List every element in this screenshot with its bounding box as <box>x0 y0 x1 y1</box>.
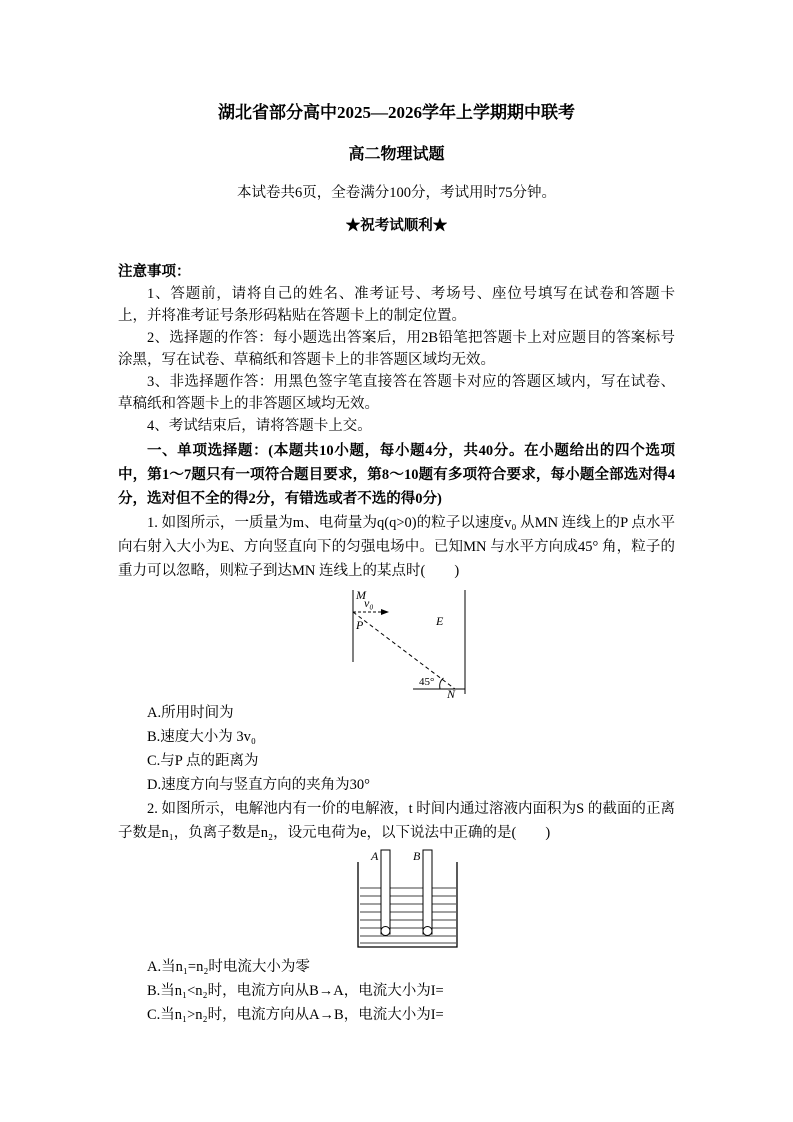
point-m-label: M <box>356 588 366 602</box>
angle-45-label: 45° <box>419 676 435 688</box>
question-2-option-a: A.当n₁=n₂时电流大小为零 <box>147 959 310 975</box>
question-2-option-b: B.当n₁<n₂时，电流方向从B→A，电流大小为I= <box>147 983 444 999</box>
electric-field-diagram <box>343 586 473 698</box>
exam-subtitle: 高二物理试题 <box>348 146 445 163</box>
electrode-a-terminal <box>381 927 390 936</box>
notice-item-3: 3、非选择题作答：用黑色签字笔直接答在答题卡对应的答题区域内，写在试卷、草稿纸和答题卡上的非答题区域均无效。 <box>118 374 675 412</box>
exam-info-line: 本试卷共6页，全卷满分100分，考试用时75分钟。 <box>237 185 556 201</box>
exam-wish-line: ★祝考试顺利★ <box>345 218 448 234</box>
notice-item-4: 4、考试结束后，请将答题卡上交。 <box>147 418 372 434</box>
question-1-stem: 1. 如图所示，一质量为m、电荷量为q(q>0)的粒子以速度v₀ 从MN 连线上的P 点水平向右射入大小为E、方向竖直向下的匀强电场中。已知MN 与水平方向成45° 角，粒子的重力可以忽略，则粒子到达MN 连线上的某点时( ) <box>118 515 675 579</box>
electrode-a <box>381 850 390 934</box>
electrode-b <box>423 850 432 934</box>
velocity-arrow-head <box>381 609 389 615</box>
electrolysis-cell-diagram <box>351 848 463 952</box>
point-n-label: N <box>447 687 456 698</box>
question-1-option-c: C.与P 点的距离为 <box>147 753 259 769</box>
notice-item-1: 1、答题前，请将自己的姓名、准考证号、考场号、座位号填写在试卷和答题卡上，并将准考证号条形码粘贴在答题卡上的制定位置。 <box>118 286 675 324</box>
electrolyte-liquid-lines <box>360 888 456 943</box>
question-1-option-d: D.速度方向与竖直方向的夹角为30° <box>147 777 370 793</box>
question-2-figure <box>351 848 675 952</box>
beaker-outline <box>358 862 457 947</box>
notice-heading: 注意事项： <box>118 264 191 280</box>
exam-title: 湖北省部分高中2025—2026学年上学期期中联考 <box>218 103 575 122</box>
question-1-option-a: A.所用时间为 <box>147 705 234 721</box>
section-one-heading: 一、单项选择题：(本题共10小题，每小题4分，共40分。在小题给出的四个选项中，第1～7题只有一项符合题目要求，第8～10题有多项符合要求，每小题全部选对得4分，选对但不全的得2分，有错选或者不选的得0分) <box>118 443 675 507</box>
electrode-b-label: B <box>413 849 421 863</box>
question-1-option-b: B.速度大小为 3v₀ <box>147 729 256 745</box>
notice-item-2: 2、选择题的作答：每小题选出答案后，用2B铅笔把答题卡上对应题目的答案标号涂黑，写在试卷、草稿纸和答题卡上的非答题区域均无效。 <box>118 330 675 368</box>
question-1-figure <box>343 586 675 698</box>
electrode-b-terminal <box>423 927 432 936</box>
question-2-stem: 2. 如图所示，电解池内有一价的电解液，t 时间内通过溶液内面积为S 的截面的正离子数是n₁，负离子数是n₂，设元电荷为e，以下说法中正确的是( ) <box>118 801 675 841</box>
electrode-a-label: A <box>371 849 379 863</box>
field-e-label: E <box>436 614 444 628</box>
velocity-v0-label: v₀ <box>364 596 374 610</box>
point-p-label: P <box>356 618 364 632</box>
question-2-option-c: C.当n₁>n₂时，电流方向从A→B，电流大小为I= <box>147 1007 444 1023</box>
